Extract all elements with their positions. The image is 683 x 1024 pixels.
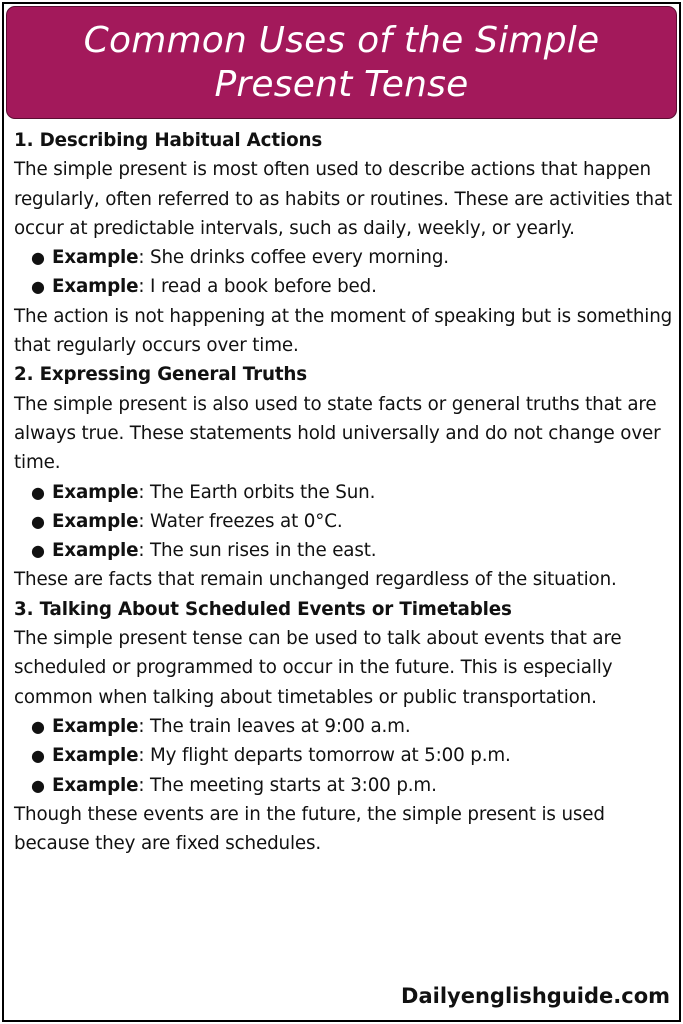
- bullet-icon: ●: [31, 716, 45, 736]
- site-watermark: Dailyenglishguide.com: [401, 984, 670, 1008]
- example-text: : The sun rises in the east.: [138, 540, 377, 562]
- page-title: Common Uses of the Simple Present Tense: [83, 19, 600, 105]
- bullet-icon: ●: [31, 746, 45, 766]
- example-text: : The Earth orbits the Sun.: [138, 481, 376, 503]
- example-list: [14, 478, 674, 566]
- example-label: Example: [52, 745, 139, 767]
- example-list: [14, 243, 674, 302]
- example-label: Example: [52, 510, 139, 532]
- example-label: Example: [52, 481, 139, 503]
- example-label: Example: [52, 247, 139, 269]
- example-item: [31, 536, 674, 565]
- section-outro: These are facts that remain unchanged regardless of the situation.: [14, 569, 617, 591]
- section-heading: 2. Expressing General Truths: [14, 364, 308, 386]
- bullet-icon: ●: [31, 775, 45, 795]
- section-heading: 1. Describing Habitual Actions: [14, 130, 323, 151]
- bullet-icon: ●: [31, 482, 45, 502]
- section-heading: 3. Talking About Scheduled Events or Timetables: [14, 598, 512, 620]
- example-item: [31, 712, 674, 741]
- example-label: Example: [52, 715, 139, 737]
- example-text: : I read a book before bed.: [138, 276, 377, 298]
- bullet-icon: ●: [31, 541, 45, 561]
- example-text: : She drinks coffee every morning.: [138, 247, 449, 269]
- example-label: Example: [52, 540, 139, 562]
- bullet-icon: ●: [31, 248, 45, 268]
- section-intro: The simple present tense can be used to talk about events that are scheduled or programmed to occur in the future. This is especially common when talking about timetables or public transportation.: [14, 628, 622, 708]
- title-banner: [6, 6, 677, 119]
- section-intro: The simple present is also used to state facts or general truths that are always true. These statements hold universally and do not change over time.: [14, 393, 661, 474]
- example-item: [31, 243, 674, 272]
- example-text: : Water freezes at 0°C.: [138, 510, 343, 532]
- example-label: Example: [52, 774, 139, 796]
- example-item: [31, 741, 674, 770]
- example-item: [31, 771, 674, 800]
- example-item: [31, 507, 674, 536]
- example-text: : The train leaves at 9:00 a.m.: [138, 715, 411, 737]
- example-text: : My flight departs tomorrow at 5:00 p.m.: [138, 745, 511, 767]
- bullet-icon: ●: [31, 511, 45, 531]
- example-list: [14, 712, 674, 800]
- bullet-icon: ●: [31, 277, 45, 297]
- example-item: [31, 272, 674, 301]
- example-label: Example: [52, 276, 139, 298]
- example-text: : The meeting starts at 3:00 p.m.: [138, 774, 437, 796]
- content-body: [14, 126, 674, 858]
- example-item: [31, 478, 674, 507]
- section-intro: The simple present is most often used to describe actions that happen regularly, often referred to as habits or routines. These are activities that occur at predictable intervals, such as daily, weekly, or yearly.: [14, 159, 673, 239]
- section-outro: Though these events are in the future, the simple present is used because they are fixed schedules.: [14, 803, 605, 855]
- section-outro: The action is not happening at the moment of speaking but is something that regularly occurs over time.: [14, 305, 673, 357]
